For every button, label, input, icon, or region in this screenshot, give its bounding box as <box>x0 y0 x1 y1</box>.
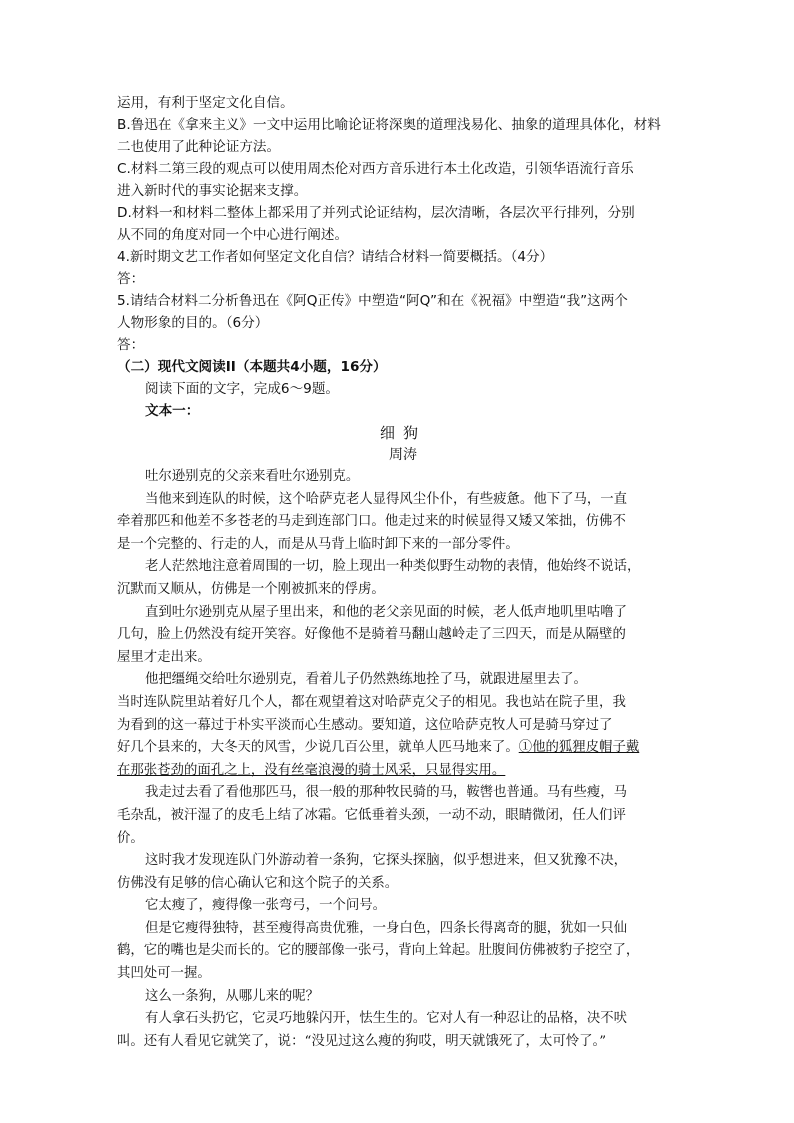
annotated-sentence-part-1: ①他的狐狸皮帽子戴 <box>518 740 640 756</box>
section-instruction: 阅读下面的文字，完成6～9题。 <box>145 381 340 397</box>
option-c-line-2: 进入新时代的事实论据来支撑。 <box>117 183 308 199</box>
story-line <box>117 737 689 760</box>
story-line: 沉默而又顺从，仿佛是一个刚被抓来的俘虏。 <box>117 581 385 597</box>
question-3-tail: 运用，有利于坚定文化自信。 <box>117 95 294 111</box>
option-b-line-2: 二也使用了此种论证方法。 <box>117 139 281 155</box>
option-d-line-1: D.材料一和材料二整体上都采用了并列式论证结构，层次清晰，各层次平行排列，分别 <box>117 205 635 221</box>
option-c-line-1: C.材料二第三段的观点可以使用周杰伦对西方音乐进行本土化改造，引领华语流行音乐 <box>117 161 634 177</box>
story-line: 当他来到连队的时候，这个哈萨克老人显得风尘仆仆，有些疲惫。他下了马，一直 <box>145 491 628 507</box>
story-body <box>117 466 689 1053</box>
story-line: 毛杂乱，被汗湿了的皮毛上结了冰霜。它低垂着头颈，一动不动，眼睛微闭，任人们评 <box>117 807 626 823</box>
story-line: 直到吐尔逊别克从屋子里出来，和他的老父亲见面的时候，老人低声地叽里咕噜了 <box>145 604 628 620</box>
story-line: 它太瘦了，瘦得像一张弯弓，一个问号。 <box>145 898 387 914</box>
story-line: 但是它瘦得独特，甚至瘦得高贵优雅，一身白色，四条长得离奇的腿，犹如一只仙 <box>145 920 628 936</box>
story-line-segment: 好几个县来的，大冬天的风雪，少说几百公里，就单人匹马地来了。 <box>117 740 519 756</box>
question-5-answer: 答： <box>117 337 145 353</box>
story-line: 有人拿石头扔它，它灵巧地躲闪开，怯生生的。它对人有一种忍让的品格，决不吠 <box>145 1011 628 1027</box>
question-5-line-1: 5.请结合材料二分析鲁迅在《阿Q正传》中塑造“阿Q”和在《祝福》中塑造“我”这两个 <box>117 293 628 309</box>
story-line: 为看到的这一幕过于朴实平淡而心生感动。要知道，这位哈萨克牧人可是骑马穿过了 <box>117 717 613 733</box>
section-heading: （二）现代文阅读II（本题共4小题，16分） <box>117 359 387 375</box>
story-line: 我走过去看了看他那匹马，很一般的那种牧民骑的马，鞍辔也普通。马有些瘦，马 <box>145 785 628 801</box>
question-4: 4.新时期文艺工作者如何坚定文化自信？请结合材料一简要概括。（4分） <box>117 249 554 265</box>
question-4-answer: 答： <box>117 271 145 287</box>
story-line: 这时我才发现连队门外游动着一条狗，它探头探脑，似乎想进来，但又犹豫不决， <box>145 853 628 869</box>
story-line: 叫。还有人看见它就笑了，说：“没见过这么瘦的狗哎，明天就饿死了，太可怜了。” <box>117 1033 607 1049</box>
story-line: 他把缰绳交给吐尔逊别克，看着儿子仍然熟练地拴了马，就跟进屋里去了。 <box>145 672 587 688</box>
story-line: 鹤，它的嘴也是尖而长的。它的腰部像一张弓，背向上耸起。肚腹间仿佛被豹子挖空了， <box>117 943 640 959</box>
story-line: 老人茫然地注意着周围的一切，脸上现出一种类似野生动物的表情，他始终不说话， <box>145 559 641 575</box>
story-author: 周涛 <box>389 447 417 463</box>
option-b-line-1: B.鲁迅在《拿来主义》一文中运用比喻论证将深奥的道理浅易化、抽象的道理具体化，材料 <box>117 117 661 133</box>
annotated-sentence-part-2: 在那张苍劲的面孔之上，没有丝毫浪漫的骑士风采，只显得实用。 <box>117 762 506 778</box>
story-line: 当时连队院里站着好几个人，都在观望着这对哈萨克父子的相见。我也站在院子里，我 <box>117 694 626 710</box>
story-line: 屋里才走出来。 <box>117 649 211 665</box>
question-5-line-2: 人物形象的目的。（6分） <box>117 315 269 331</box>
option-d-line-2: 从不同的角度对同一个中心进行阐述。 <box>117 227 349 243</box>
story-line: 几句，脸上仍然没有绽开笑容。好像他不是骑着马翻山越岭走了三四天，而是从隔壁的 <box>117 627 626 643</box>
text-one-label: 文本一： <box>145 403 200 419</box>
document-page <box>117 92 689 1053</box>
story-line: 其凹处可一握。 <box>117 966 211 982</box>
story-title: 细狗 <box>379 424 426 442</box>
story-line: 是一个完整的、行走的人，而是从马背上临时卸下来的一部分零件。 <box>117 536 519 552</box>
story-line: 仿佛没有足够的信心确认它和这个院子的关系。 <box>117 875 399 891</box>
story-line: 吐尔逊别克的父亲来看吐尔逊别克。 <box>145 469 360 484</box>
story-line: 牵着那匹和他差不多苍老的马走到连部门口。他走过来的时候显得又矮又笨拙，仿佛不 <box>117 514 626 530</box>
story-line: 价。 <box>117 830 144 846</box>
story-line: 这么一条狗，从哪儿来的呢？ <box>145 988 320 1004</box>
